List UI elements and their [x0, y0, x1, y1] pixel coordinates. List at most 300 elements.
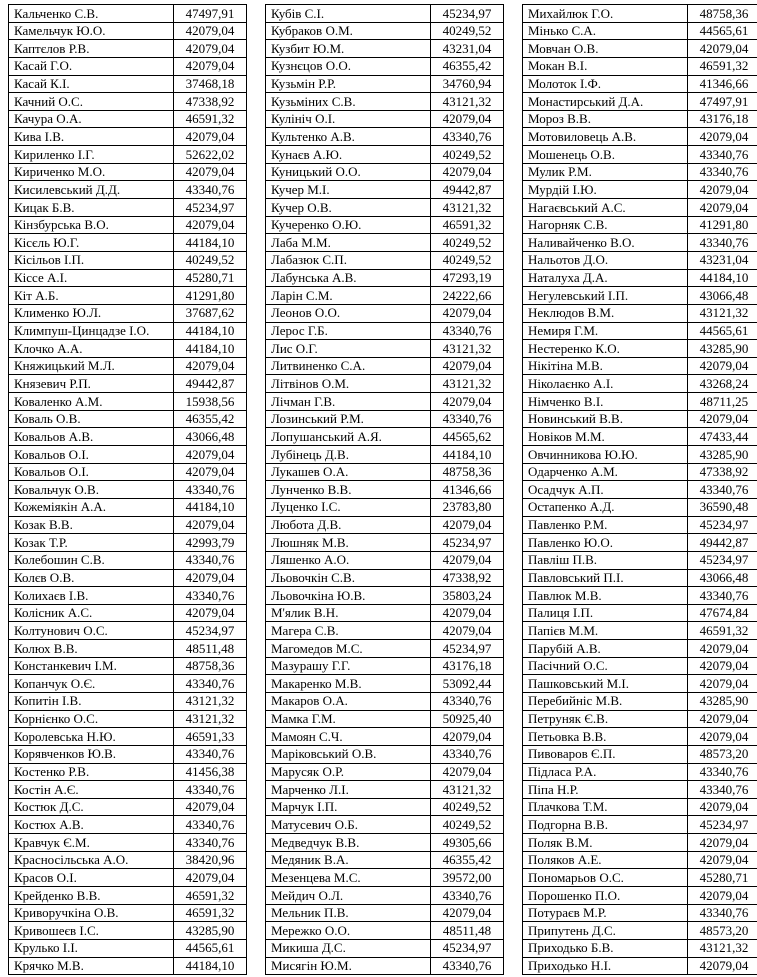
table-row: [9, 851, 247, 869]
table-row: [9, 446, 247, 464]
person-name: Ковальов А.В.: [9, 428, 174, 446]
table-row: [523, 128, 757, 146]
salary-value: 46355,42: [431, 851, 504, 869]
table-row: [523, 551, 757, 569]
table-row: [523, 745, 757, 763]
person-name: Пономарьов О.С.: [523, 869, 688, 887]
salary-value: 42079,04: [688, 199, 757, 217]
salary-value: 43340,76: [174, 781, 247, 799]
salary-value: 43340,76: [174, 675, 247, 693]
salary-value: 45234,97: [174, 622, 247, 640]
person-name: Порошенко П.О.: [523, 887, 688, 905]
salary-value: 43066,48: [688, 287, 757, 305]
table-row: [9, 569, 247, 587]
person-name: Піпа Н.Р.: [523, 781, 688, 799]
table-row: [523, 816, 757, 834]
person-name: Пивоваров Є.П.: [523, 745, 688, 763]
table-row: [9, 939, 247, 957]
person-name: Лубінець Д.В.: [266, 446, 431, 464]
salary-value: 47338,92: [431, 569, 504, 587]
person-name: Колтунович О.С.: [9, 622, 174, 640]
salary-value: 42079,04: [431, 163, 504, 181]
table-row: [9, 340, 247, 358]
table-row: [266, 640, 504, 658]
person-name: Крейденко В.В.: [9, 887, 174, 905]
table-row: [9, 163, 247, 181]
salary-value: 40249,52: [174, 251, 247, 269]
salary-value: 42079,04: [174, 57, 247, 75]
person-name: Любота Д.В.: [266, 516, 431, 534]
salary-value: 38420,96: [174, 851, 247, 869]
person-name: Одарченко А.М.: [523, 463, 688, 481]
salary-value: 48758,36: [431, 463, 504, 481]
table-row: [9, 463, 247, 481]
salary-value: 44565,62: [431, 428, 504, 446]
table-row: [523, 181, 757, 199]
person-name: Копанчук О.Є.: [9, 675, 174, 693]
person-name: Марчук І.П.: [266, 798, 431, 816]
person-name: Приходько Б.В.: [523, 939, 688, 957]
person-name: Мороз В.В.: [523, 110, 688, 128]
salary-value: 39572,00: [431, 869, 504, 887]
salary-value: 43121,32: [688, 939, 757, 957]
person-name: Маріковський О.В.: [266, 745, 431, 763]
person-name: Кулініч О.І.: [266, 110, 431, 128]
table-row: [266, 234, 504, 252]
table-row: [9, 287, 247, 305]
table-row: [266, 516, 504, 534]
salary-value: 43285,90: [688, 446, 757, 464]
salary-value: 41346,66: [688, 75, 757, 93]
person-name: Констанкевич І.М.: [9, 657, 174, 675]
salary-value: 42079,04: [174, 446, 247, 464]
table-row: [523, 904, 757, 922]
person-name: Колєв О.В.: [9, 569, 174, 587]
salary-value: 43340,76: [174, 181, 247, 199]
person-name: Корявченков Ю.В.: [9, 745, 174, 763]
person-name: Припутень Д.С.: [523, 922, 688, 940]
table-row: [523, 834, 757, 852]
person-name: Ковальов О.І.: [9, 446, 174, 464]
table-row: [523, 692, 757, 710]
salary-value: 48573,20: [688, 922, 757, 940]
person-name: Перебийніс М.В.: [523, 692, 688, 710]
person-name: Куницький О.О.: [266, 163, 431, 181]
salary-table-left-body: [9, 5, 247, 975]
person-name: Павленко Ю.О.: [523, 534, 688, 552]
person-name: Монастирський Д.А.: [523, 93, 688, 111]
table-row: [9, 481, 247, 499]
person-name: Лис О.Г.: [266, 340, 431, 358]
salary-value: 37687,62: [174, 304, 247, 322]
person-name: Козак В.В.: [9, 516, 174, 534]
table-row: [9, 904, 247, 922]
salary-value: 48511,48: [174, 640, 247, 658]
salary-value: 45234,97: [431, 640, 504, 658]
table-row: [266, 657, 504, 675]
table-row: [266, 534, 504, 552]
salary-value: 42079,04: [688, 710, 757, 728]
table-row: [523, 569, 757, 587]
salary-value: 42079,04: [431, 516, 504, 534]
salary-value: 42079,04: [431, 393, 504, 411]
person-name: Красносільська А.О.: [9, 851, 174, 869]
salary-value: 42079,04: [174, 869, 247, 887]
person-name: Кириченко М.О.: [9, 163, 174, 181]
person-name: Луценко І.С.: [266, 498, 431, 516]
salary-value: 45234,97: [688, 516, 757, 534]
salary-value: 43340,76: [431, 410, 504, 428]
person-name: Ляшенко А.О.: [266, 551, 431, 569]
table-row: [266, 322, 504, 340]
salary-value: 43285,90: [688, 340, 757, 358]
salary-value: 45234,97: [688, 816, 757, 834]
table-row: [266, 393, 504, 411]
person-name: Кальченко С.В.: [9, 5, 174, 23]
table-row: [266, 22, 504, 40]
table-row: [266, 551, 504, 569]
table-row: [266, 798, 504, 816]
salary-value: 43121,32: [174, 692, 247, 710]
salary-value: 48711,25: [688, 393, 757, 411]
person-name: Павлюк М.В.: [523, 587, 688, 605]
person-name: Петьовка В.В.: [523, 728, 688, 746]
salary-value: 43340,76: [174, 551, 247, 569]
person-name: Новіков М.М.: [523, 428, 688, 446]
table-row: [523, 375, 757, 393]
person-name: Марусяк О.Р.: [266, 763, 431, 781]
table-row: [523, 622, 757, 640]
table-row: [9, 957, 247, 975]
table-row: [9, 128, 247, 146]
salary-value: 42079,04: [688, 640, 757, 658]
person-name: Колюх В.В.: [9, 640, 174, 658]
table-row: [266, 904, 504, 922]
person-name: Лерос Г.Б.: [266, 322, 431, 340]
table-row: [9, 587, 247, 605]
salary-value: 42079,04: [431, 304, 504, 322]
salary-value: 44184,10: [174, 234, 247, 252]
table-row: [523, 393, 757, 411]
salary-value: 15938,56: [174, 393, 247, 411]
table-row: [266, 481, 504, 499]
table-row: [266, 340, 504, 358]
table-row: [523, 340, 757, 358]
person-name: Костюх А.В.: [9, 816, 174, 834]
person-name: Касай Г.О.: [9, 57, 174, 75]
person-name: Качний О.С.: [9, 93, 174, 111]
table-row: [523, 322, 757, 340]
salary-value: 43121,32: [431, 93, 504, 111]
table-row: [523, 657, 757, 675]
salary-value: 43285,90: [688, 692, 757, 710]
salary-value: 43340,76: [431, 887, 504, 905]
person-name: Копитін І.В.: [9, 692, 174, 710]
salary-value: 42079,04: [431, 728, 504, 746]
salary-value: 47497,91: [174, 5, 247, 23]
person-name: Мошенець О.В.: [523, 146, 688, 164]
table-row: [266, 834, 504, 852]
table-row: [266, 40, 504, 58]
table-row: [523, 357, 757, 375]
person-name: Мережко О.О.: [266, 922, 431, 940]
salary-value: 40249,52: [431, 798, 504, 816]
table-row: [266, 357, 504, 375]
table-row: [523, 57, 757, 75]
person-name: Мурдій І.Ю.: [523, 181, 688, 199]
person-name: Крулько І.І.: [9, 939, 174, 957]
table-row: [523, 869, 757, 887]
table-row: [9, 251, 247, 269]
person-name: Неклюдов В.М.: [523, 304, 688, 322]
person-name: Молоток І.Ф.: [523, 75, 688, 93]
table-row: [9, 516, 247, 534]
table-row: [523, 516, 757, 534]
salary-value: 43121,32: [688, 304, 757, 322]
table-row: [266, 887, 504, 905]
person-name: Павліш П.В.: [523, 551, 688, 569]
person-name: Нальотов Д.О.: [523, 251, 688, 269]
person-name: Потураєв М.Р.: [523, 904, 688, 922]
salary-value: 43340,76: [688, 234, 757, 252]
person-name: Кисилевський Д.Д.: [9, 181, 174, 199]
table-row: [9, 410, 247, 428]
table-row: [523, 675, 757, 693]
table-row: [266, 763, 504, 781]
salary-value: 42079,04: [688, 957, 757, 975]
person-name: Костюк Д.С.: [9, 798, 174, 816]
table-row: [523, 410, 757, 428]
person-name: Кицак Б.В.: [9, 199, 174, 217]
salary-value: 42079,04: [174, 569, 247, 587]
salary-value: 42079,04: [688, 181, 757, 199]
table-row: [9, 816, 247, 834]
person-name: Кіт А.Б.: [9, 287, 174, 305]
table-row: [523, 251, 757, 269]
table-row: [9, 5, 247, 23]
salary-value: 43176,18: [688, 110, 757, 128]
table-row: [523, 75, 757, 93]
salary-value: 46591,32: [174, 887, 247, 905]
person-name: Осадчук А.П.: [523, 481, 688, 499]
table-row: [9, 710, 247, 728]
table-row: [266, 781, 504, 799]
person-name: Касай К.І.: [9, 75, 174, 93]
person-name: Літвінов О.М.: [266, 375, 431, 393]
person-name: Клименко Ю.Л.: [9, 304, 174, 322]
person-name: Ларін С.М.: [266, 287, 431, 305]
person-name: Кучер М.І.: [266, 181, 431, 199]
salary-value: 46355,42: [174, 410, 247, 428]
table-row: [523, 269, 757, 287]
person-name: Костенко Р.В.: [9, 763, 174, 781]
person-name: Каптєлов Р.В.: [9, 40, 174, 58]
salary-value: 49442,87: [431, 181, 504, 199]
person-name: Красов О.І.: [9, 869, 174, 887]
table-row: [266, 622, 504, 640]
table-row: [266, 304, 504, 322]
table-row: [9, 93, 247, 111]
table-row: [523, 93, 757, 111]
salary-value: 45280,71: [688, 869, 757, 887]
salary-value: 24222,66: [431, 287, 504, 305]
table-row: [266, 587, 504, 605]
person-name: Кузнєцов О.О.: [266, 57, 431, 75]
person-name: Кінзбурська В.О.: [9, 216, 174, 234]
person-name: Культенко А.В.: [266, 128, 431, 146]
salary-value: 48758,36: [174, 657, 247, 675]
table-row: [9, 181, 247, 199]
table-row: [9, 199, 247, 217]
table-row: [266, 569, 504, 587]
salary-value: 43340,76: [688, 163, 757, 181]
table-row: [523, 234, 757, 252]
table-row: [523, 939, 757, 957]
salary-value: 48758,36: [688, 5, 757, 23]
person-name: Клочко А.А.: [9, 340, 174, 358]
salary-value: 43340,76: [431, 745, 504, 763]
salary-value: 43285,90: [174, 922, 247, 940]
salary-table-right: [522, 4, 757, 975]
table-row: [266, 57, 504, 75]
person-name: Кузбит Ю.М.: [266, 40, 431, 58]
person-name: Овчинникова Ю.Ю.: [523, 446, 688, 464]
table-row: [523, 534, 757, 552]
salary-value: 43121,32: [431, 375, 504, 393]
salary-value: 43340,76: [431, 692, 504, 710]
person-name: Нагаєвський А.С.: [523, 199, 688, 217]
table-row: [9, 40, 247, 58]
person-name: Нікітіна М.В.: [523, 357, 688, 375]
table-row: [266, 710, 504, 728]
person-name: Негулевський І.П.: [523, 287, 688, 305]
person-name: Парубій А.В.: [523, 640, 688, 658]
table-row: [523, 851, 757, 869]
table-row: [9, 622, 247, 640]
person-name: Колебошин С.В.: [9, 551, 174, 569]
table-row: [9, 692, 247, 710]
table-row: [523, 304, 757, 322]
table-row: [523, 287, 757, 305]
salary-value: 42079,04: [688, 851, 757, 869]
person-name: Поляк В.М.: [523, 834, 688, 852]
table-row: [9, 393, 247, 411]
table-row: [266, 428, 504, 446]
table-row: [266, 128, 504, 146]
table-row: [266, 692, 504, 710]
table-row: [266, 446, 504, 464]
salary-value: 42079,04: [688, 410, 757, 428]
salary-value: 52622,02: [174, 146, 247, 164]
table-row: [523, 781, 757, 799]
person-name: Лукашев О.А.: [266, 463, 431, 481]
table-row: [266, 199, 504, 217]
table-row: [9, 57, 247, 75]
table-row: [266, 463, 504, 481]
person-name: Остапенко А.Д.: [523, 498, 688, 516]
salary-value: 42079,04: [431, 904, 504, 922]
salary-value: 53092,44: [431, 675, 504, 693]
salary-value: 50925,40: [431, 710, 504, 728]
person-name: Коваль О.В.: [9, 410, 174, 428]
salary-value: 44184,10: [431, 446, 504, 464]
table-row: [266, 869, 504, 887]
salary-value: 41291,80: [174, 287, 247, 305]
table-row: [9, 146, 247, 164]
table-row: [523, 498, 757, 516]
salary-value: 45234,97: [431, 5, 504, 23]
salary-value: 42079,04: [688, 834, 757, 852]
person-name: М'ялик В.Н.: [266, 604, 431, 622]
person-name: Леонов О.О.: [266, 304, 431, 322]
person-name: Плачкова Т.М.: [523, 798, 688, 816]
table-row: [9, 640, 247, 658]
table-row: [523, 163, 757, 181]
person-name: Корнієнко О.С.: [9, 710, 174, 728]
salary-value: 42079,04: [688, 798, 757, 816]
person-name: Павленко Р.М.: [523, 516, 688, 534]
person-name: Ковальов О.І.: [9, 463, 174, 481]
salary-value: 43340,76: [174, 816, 247, 834]
salary-value: 42079,04: [688, 357, 757, 375]
person-name: Павловський П.І.: [523, 569, 688, 587]
table-row: [9, 534, 247, 552]
person-name: Кучеренко О.Ю.: [266, 216, 431, 234]
person-name: Колихаєв І.В.: [9, 587, 174, 605]
table-row: [523, 5, 757, 23]
table-row: [266, 922, 504, 940]
person-name: Кузьмін Р.Р.: [266, 75, 431, 93]
salary-value: 40249,52: [431, 22, 504, 40]
salary-value: 40249,52: [431, 146, 504, 164]
table-row: [266, 675, 504, 693]
person-name: Кісільов І.П.: [9, 251, 174, 269]
table-row: [9, 763, 247, 781]
salary-value: 43268,24: [688, 375, 757, 393]
person-name: Кубраков О.М.: [266, 22, 431, 40]
person-name: Новинський В.В.: [523, 410, 688, 428]
salary-value: 49442,87: [174, 375, 247, 393]
salary-value: 47497,91: [688, 93, 757, 111]
table-row: [523, 640, 757, 658]
salary-value: 43340,76: [688, 481, 757, 499]
person-name: Лабазюк С.П.: [266, 251, 431, 269]
person-name: Мокан В.І.: [523, 57, 688, 75]
table-row: [523, 887, 757, 905]
person-name: Мейдич О.Л.: [266, 887, 431, 905]
salary-value: 45234,97: [174, 199, 247, 217]
salary-value: 43121,32: [431, 340, 504, 358]
salary-value: 43121,32: [431, 199, 504, 217]
table-row: [523, 40, 757, 58]
salary-value: 42079,04: [431, 604, 504, 622]
salary-value: 42079,04: [431, 622, 504, 640]
table-row: [523, 110, 757, 128]
salary-value: 46355,42: [431, 57, 504, 75]
salary-value: 42079,04: [431, 357, 504, 375]
table-row: [9, 675, 247, 693]
person-name: Мамка Г.М.: [266, 710, 431, 728]
person-name: Немиря Г.М.: [523, 322, 688, 340]
person-name: Пасічний О.С.: [523, 657, 688, 675]
person-name: Люшняк М.В.: [266, 534, 431, 552]
table-row: [266, 163, 504, 181]
table-row: [9, 781, 247, 799]
table-row: [523, 463, 757, 481]
table-row: [266, 410, 504, 428]
salary-value: 49442,87: [688, 534, 757, 552]
salary-value: 35803,24: [431, 587, 504, 605]
